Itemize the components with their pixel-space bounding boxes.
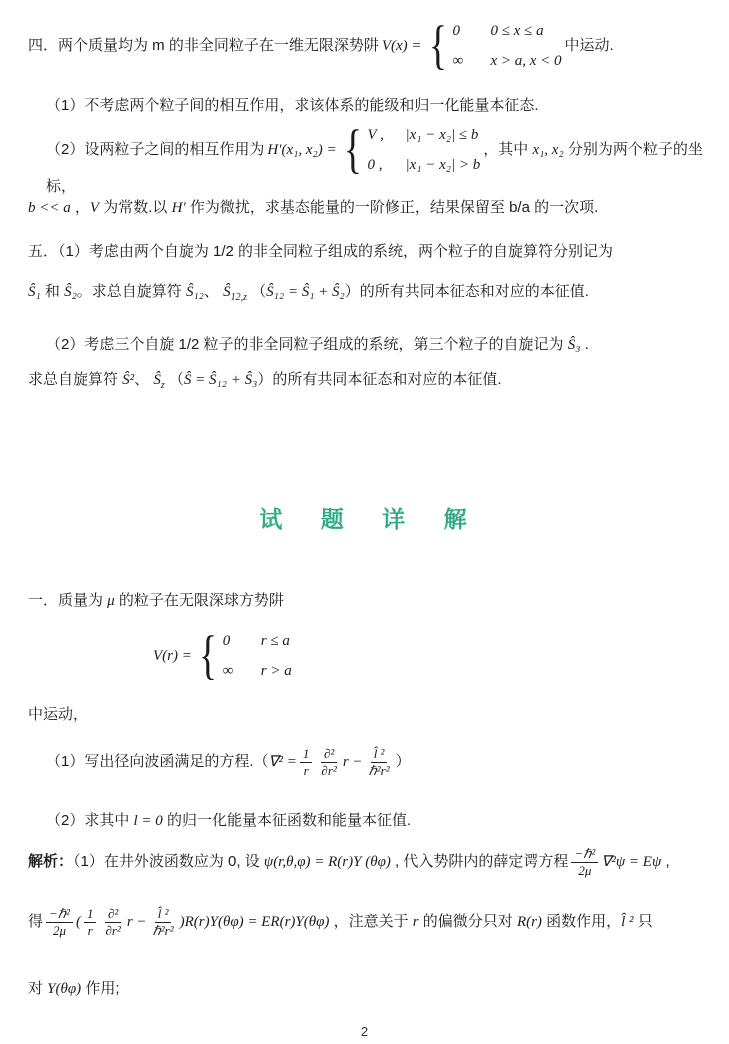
- solution1-line2: [28, 704, 715, 727]
- text-run: 的归一化能量本征函数和能量本征值.: [162, 812, 412, 829]
- case-row: [368, 124, 481, 147]
- problem5-item2: [46, 334, 715, 357]
- cases-rows: [452, 20, 561, 72]
- text-run: （: [164, 371, 184, 388]
- text-run: μ: [107, 593, 115, 609]
- case-row: [223, 660, 292, 683]
- text-run: l̂ ²: [621, 914, 634, 931]
- subscript: z: [160, 380, 165, 391]
- text-run: 只: [633, 913, 653, 931]
- case-value: 0: [452, 23, 460, 39]
- formula-lhs: V(r) =: [153, 647, 192, 664]
- fraction: $\frac{1}{r}$: [300, 746, 313, 778]
- text-run: 函数作用，: [541, 913, 622, 931]
- text-run: （2）设两粒子之间的相互作用为: [46, 140, 265, 158]
- text-run: Y(θφ): [47, 981, 82, 997]
- text-run: ）: [395, 753, 411, 771]
- case-condition: |x₁ − x₂| > b: [405, 156, 481, 173]
- text-run: , 代入势阱内的薛定谔方程: [390, 853, 569, 871]
- piecewise-vx-formula: [381, 15, 562, 76]
- text-run: （1）在井外波函数应为 0, 设: [73, 853, 264, 871]
- formula-lhs: H′(x₁, x₂) =: [267, 141, 337, 158]
- text-run: 的偏微分只对: [418, 913, 517, 931]
- text-run: 、: [203, 283, 224, 300]
- case-condition: |x₁ − x₂| ≤ b: [405, 127, 479, 143]
- case-condition: r ≤ a: [260, 633, 290, 649]
- text-run: 和: [40, 283, 65, 300]
- text-run: （2）求其中: [46, 812, 134, 829]
- text-run: Ŝ₃: [567, 337, 581, 353]
- case-condition: r > a: [260, 662, 292, 679]
- text-run: )R(r)Y(θφ) = ER(r)Y(θφ): [179, 914, 330, 931]
- text-run: r: [412, 914, 419, 931]
- text-run: ，: [70, 199, 90, 216]
- text-run: 分别为两个粒子的坐标，: [46, 140, 703, 195]
- problem4-continuation: [28, 197, 715, 220]
- text-run: 四．两个质量均为 m 的非全同粒子在一维无限深势阱: [28, 36, 379, 54]
- text-run: ，其中: [483, 140, 533, 158]
- text-run: ）的所有共同本征态和对应的本征值.: [257, 371, 502, 388]
- text-run: 对: [28, 980, 48, 997]
- text-run: ,: [661, 853, 670, 871]
- text-run: b << a: [28, 200, 71, 216]
- problem5-line4: [28, 369, 715, 392]
- fraction: $\frac{1}{r}$: [84, 906, 97, 938]
- brace-glyph: {: [428, 15, 447, 76]
- case-value: ∞: [222, 662, 234, 679]
- text-run: 五．（1）考虑由两个自旋为 1/2 的非全同粒子组成的系统，两个粒子的自旋算符分别记为: [28, 243, 614, 260]
- text-run: 的粒子在无限深球方势阱: [114, 592, 284, 609]
- fraction: $\frac{\text{−ℏ²}}{2\mu}$: [571, 846, 598, 878]
- text-run: r −: [126, 914, 147, 931]
- solution1-item2: [46, 810, 715, 833]
- solution1-vr-formula: [150, 625, 295, 686]
- cases-rows: [223, 630, 292, 682]
- text-run: ）的所有共同本征态和对应的本征值.: [344, 283, 589, 300]
- fraction: $\frac{\text{−ℏ²}}{2\mu}$: [46, 906, 73, 938]
- text-run: （1）不考虑两个粒子间的相互作用，求该体系的能级和归一化能量本征态.: [46, 97, 539, 114]
- text-run: ψ(r,θ,φ) = R(r)Y (θφ): [263, 854, 391, 871]
- fraction: $\frac{\text{∂²}}{\text{∂r²}}$: [105, 906, 121, 938]
- case-condition: x > a, x < 0: [490, 52, 562, 69]
- text-run: 得: [28, 913, 44, 931]
- brace-glyph: {: [198, 625, 217, 686]
- text-run: ，注意关于: [329, 913, 413, 931]
- case-value: V ,: [367, 127, 384, 143]
- solution1-last-line: [28, 978, 715, 1001]
- text-run: Ŝ²: [122, 372, 135, 388]
- problem4-item1: [46, 95, 715, 118]
- text-run: R(r): [516, 914, 542, 931]
- text-run: 解析：: [28, 853, 74, 871]
- text-run: .: [580, 336, 589, 353]
- case-condition: 0 ≤ x ≤ a: [490, 23, 544, 39]
- text-run: H′: [171, 200, 186, 216]
- case-row: [452, 50, 561, 73]
- text-run: Ŝ₁: [28, 284, 41, 300]
- text-run: (: [75, 914, 81, 931]
- text-run: 作用;: [81, 980, 120, 997]
- text-run: V: [89, 200, 100, 216]
- text-run: Ŝ₁₂ = Ŝ₁ + Ŝ₂: [266, 284, 345, 300]
- text-run: l = 0: [133, 813, 163, 829]
- text-run: Ŝ = Ŝ₁₂ + Ŝ₃: [183, 372, 258, 388]
- problem4-intro-line: [28, 15, 715, 76]
- case-row: [223, 630, 292, 653]
- text-run: Ŝ: [223, 284, 231, 300]
- case-value: ∞: [452, 52, 464, 69]
- problem5-line1: [28, 241, 715, 264]
- text-run: （1）写出径向波函满足的方程.（: [46, 753, 269, 771]
- case-value: 0 ,: [367, 156, 383, 173]
- text-run: （2）考虑三个自旋 1/2 粒子的非全同粒子组成的系统，第三个粒子的自旋记为: [46, 336, 568, 353]
- solution1-analysis-line: [28, 846, 715, 878]
- brace-glyph: {: [343, 119, 362, 180]
- piecewise-vr-formula: [153, 625, 292, 686]
- case-row: [452, 20, 561, 43]
- fraction: $\frac{\text{l̂ ²}}{\text{ℏ²r²}}$: [152, 906, 174, 938]
- formula-lhs: V(x) =: [381, 37, 422, 54]
- solution1-intro: [28, 590, 715, 613]
- text-run: 为常数.以: [99, 199, 172, 216]
- section-header-title: 试 题 详 解: [259, 506, 470, 532]
- text-run: Ŝ₁₂: [185, 284, 204, 300]
- case-value: 0: [222, 633, 231, 649]
- text-run: ∇²ψ = Eψ: [601, 854, 662, 871]
- piecewise-hprime-formula: [267, 119, 481, 180]
- text-run: （: [246, 283, 267, 300]
- problem5-line2: [28, 281, 715, 304]
- cases-rows: [368, 124, 481, 176]
- text-run: 一．质量为: [28, 592, 108, 609]
- text-run: Ŝ: [153, 372, 161, 388]
- text-run: 中运动，: [28, 706, 89, 723]
- text-run: 作为微扰，求基态能量的一阶修正，结果保留至 b/a 的一次项.: [185, 199, 599, 216]
- problem4-item2: [46, 119, 715, 199]
- solution1-derivation-line: [28, 906, 715, 938]
- text-run: ∇² =: [268, 754, 297, 771]
- fraction: $\frac{\text{∂²}}{\text{∂r²}}$: [321, 746, 337, 778]
- text-run: 、: [134, 371, 154, 388]
- text-run: Ŝ₂: [64, 284, 77, 300]
- text-run: x₁, x₂: [532, 141, 564, 158]
- solution1-item1: [46, 746, 715, 778]
- text-run: r −: [342, 754, 363, 771]
- fraction: $\frac{\text{l̂ ²}}{\text{ℏ²r²}}$: [368, 746, 390, 778]
- page-number: 2: [360, 1024, 369, 1039]
- subscript: 12,z: [230, 292, 247, 303]
- case-row: [368, 154, 481, 177]
- text-run: 中运动.: [564, 36, 614, 54]
- text-run: 求总自旋算符: [28, 371, 123, 388]
- text-run: 。求总自旋算符: [76, 283, 186, 300]
